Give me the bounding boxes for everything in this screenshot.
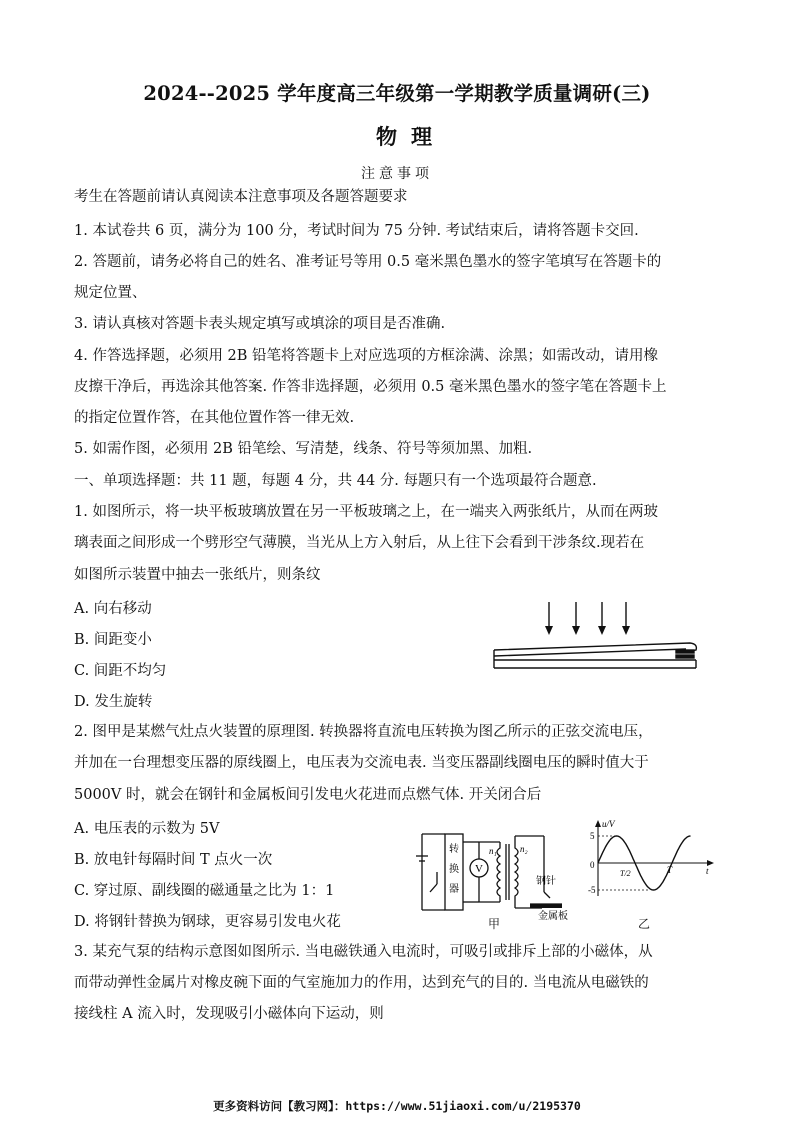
- notice-intro: 考生在答题前请认真阅读本注意事项及各题答题要求: [74, 189, 408, 205]
- q3-stem-line2: 而带动弹性金属片对橡皮碗下面的气室施加力的作用，达到充气的目的. 当电流从电磁铁的: [74, 975, 649, 991]
- tick-label-pos: 5: [590, 831, 595, 841]
- notice-heading: 注意事项: [361, 166, 433, 182]
- q1-option-c: C. 间距不均匀: [74, 663, 167, 679]
- subject-title: 物理: [376, 124, 446, 149]
- q2-voltage-chart: [588, 818, 718, 900]
- q2-option-a: A. 电压表的示数为 5V: [74, 821, 220, 837]
- q2-stem-line1: 2. 图甲是某燃气灶点火装置的原理图. 转换器将直流电压转换为图乙所示的正弦交流电压，: [74, 724, 653, 740]
- axis-label-u: u/V: [602, 819, 615, 829]
- q1-option-b: B. 间距变小: [74, 632, 152, 648]
- converter-label-mid: 换: [449, 864, 459, 875]
- converter-label-bottom: 器: [449, 884, 459, 895]
- q1-stem-line2: 璃表面之间形成一个劈形空气薄膜，当光从上方入射后，从上往下会看到干涉条纹.现若在: [74, 535, 645, 551]
- n2-label: n₂: [520, 844, 528, 854]
- q1-stem-line3: 如图所示装置中抽去一张纸片，则条纹: [74, 567, 321, 583]
- tick-label-half-period: T/2: [620, 869, 631, 878]
- notice-2: 2. 答题前，请务必将自己的姓名、准考证号等用 0.5 毫米黑色墨水的签字笔填写在答题卡的: [74, 254, 662, 270]
- notice-3: 3. 请认真核对答题卡表头规定填写或填涂的项目是否准确.: [74, 316, 446, 332]
- plate-label: 金属板: [538, 911, 568, 922]
- voltmeter-icon: V: [475, 863, 483, 875]
- notice-4-cont2: 的指定位置作答，在其他位置作答一律无效.: [74, 410, 355, 426]
- q1-option-d: D. 发生旋转: [74, 694, 153, 710]
- n1-label: n₁: [489, 846, 497, 856]
- notice-2-cont: 规定位置、: [74, 285, 147, 301]
- origin-label: 0: [590, 860, 595, 870]
- caption-yi: 乙: [638, 917, 651, 931]
- q2-option-d: D. 将钢针替换为钢球，更容易引发电火花: [74, 914, 341, 930]
- q2-stem-line2: 并加在一台理想变压器的原线圈上，电压表为交流电表. 当变压器副线圈电压的瞬时值大于: [74, 755, 649, 771]
- q1-stem-line1: 1. 如图所示，将一块平板玻璃放置在另一平板玻璃之上，在一端夹入两张纸片，从而在两玻: [74, 504, 658, 520]
- notice-5: 5. 如需作图，必须用 2B 铅笔绘、写清楚，线条、符号等须加黑、加粗.: [74, 441, 533, 457]
- q2-option-c: C. 穿过原、副线圈的磁通量之比为 1：1: [74, 883, 335, 899]
- q2-stem-line3: 5000V 时，就会在钢针和金属板间引发电火花进而点燃气体. 开关闭合后: [74, 787, 542, 803]
- footer-link[interactable]: 更多资料访问【教习网】：https://www.51jiaoxi.com/u/2195370: [213, 1099, 581, 1113]
- axis-label-t: t: [706, 866, 709, 876]
- tick-label-neg: -5: [588, 885, 596, 895]
- q2-option-b: B. 放电针每隔时间 T 点火一次: [74, 852, 273, 868]
- converter-label-top: 转: [449, 844, 459, 855]
- exam-title: 2024--2025 学年度高三年级第一学期教学质量调研(三): [143, 82, 651, 105]
- needle-label: 钢针: [536, 876, 556, 887]
- notice-4-cont1: 皮擦干净后，再选涂其他答案. 作答非选择题，必须用 0.5 毫米黑色墨水的签字笔在答题卡上: [74, 379, 667, 395]
- caption-jia: 甲: [488, 917, 501, 931]
- notice-4: 4. 作答选择题，必须用 2B 铅笔将答题卡上对应选项的方框涂满、涂黑；如需改动，请用橡: [74, 348, 659, 364]
- tick-label-period: T: [667, 865, 673, 875]
- notice-1: 1. 本试卷共 6 页，满分为 100 分，考试时间为 75 分钟. 考试结束后，请将答题卡交回.: [74, 223, 639, 239]
- q1-wedge-figure: [490, 598, 705, 678]
- section-heading: 一、单项选择题：共 11 题，每题 4 分，共 44 分. 每题只有一个选项最符合题意.: [74, 473, 597, 489]
- q1-option-a: A. 向右移动: [74, 601, 152, 617]
- q3-stem-line1: 3. 某充气泵的结构示意图如图所示. 当电磁铁通入电流时，可吸引或排斥上部的小磁体，从: [74, 944, 653, 960]
- q3-stem-line3: 接线柱 A 流入时，发现吸引小磁体向下运动，则: [74, 1006, 384, 1022]
